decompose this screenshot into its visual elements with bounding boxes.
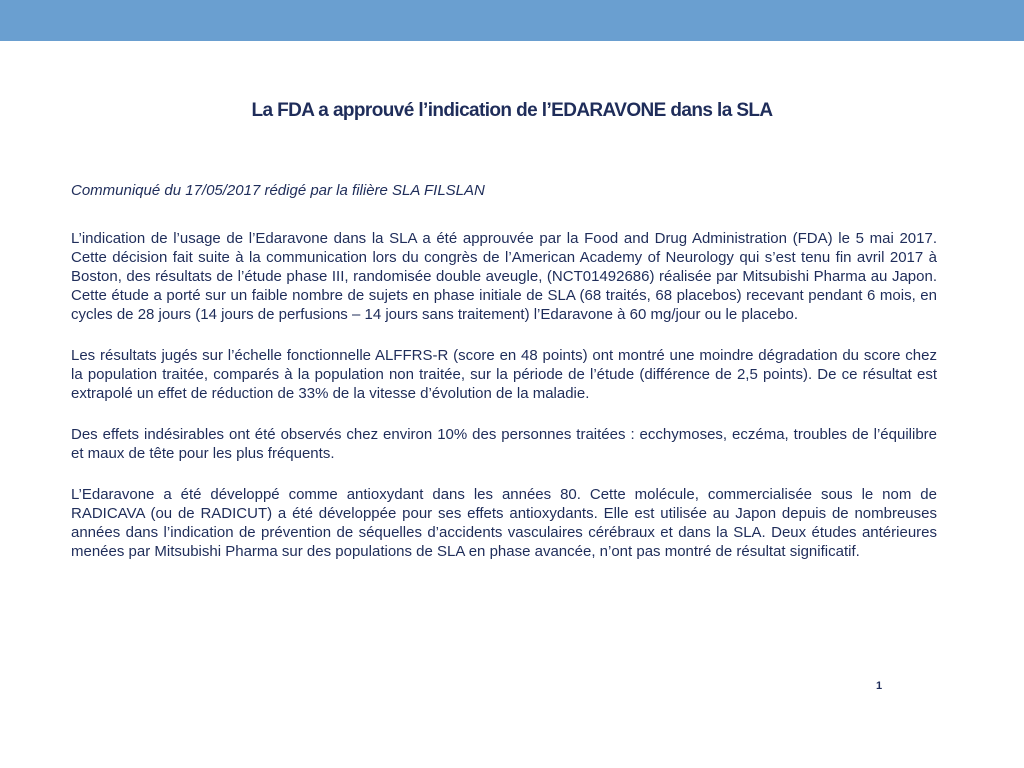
paragraph-results: Les résultats jugés sur l’échelle fonctionnelle ALFFRS-R (score en 48 points) ont montré une moindre dégradation du score chez la population traitée, comparés à la population non traitée, sur la période de l’étude (différence de 2,5 points). De ce résultat est extrapolé un effet de réduction de 33% de la vitesse d’évolution de la maladie.	[71, 347, 937, 402]
slide-body	[71, 229, 937, 583]
slide-title: La FDA a approuvé l’indication de l’EDARAVONE dans la SLA	[251, 100, 773, 121]
paragraph-fda-approval: L’indication de l’usage de l’Edaravone dans la SLA a été approuvée par la Food and Drug Administration (FDA) le 5 mai 2017. Cette décision fait suite à la communication lors du congrès de l’American Academy of Neurology qui s’est tenu fin avril 2017 à Boston, des résultats de l’étude phase III, randomisée double aveugle, (NCT01492686) réalisée par Mitsubishi Pharma au Japon. Cette étude a porté sur un faible nombre de sujets en phase initiale de SLA (68 traités, 68 placebos) recevant pendant 6 mois, en cycles de 28 jours (14 jours de perfusions – 14 jours sans traitement) l’Edaravone à 60 mg/jour ou le placebo.	[71, 230, 937, 323]
paragraph-side-effects: Des effets indésirables ont été observés chez environ 10% des personnes traitées : ecchymoses, eczéma, troubles de l’équilibre et maux de tête pour les plus fréquents.	[71, 426, 937, 462]
page-number: 1	[876, 680, 883, 692]
header-bar	[0, 0, 1024, 41]
paragraph-background: L’Edaravone a été développé comme antioxydant dans les années 80. Cette molécule, commercialisée sous le nom de RADICAVA (ou de RADICUT) a été développée pour ses effets antioxydants. Elle est utilisée au Japon depuis de nombreuses années dans l’indication de prévention de séquelles d’accidents vasculaires cérébraux et dans la SLA. Deux études antérieures menées par Mitsubishi Pharma sur des populations de SLA en phase avancée, n’ont pas montré de résultat significatif.	[71, 486, 937, 560]
slide-subtitle: Communiqué du 17/05/2017 rédigé par la filière SLA FILSLAN	[71, 182, 485, 199]
